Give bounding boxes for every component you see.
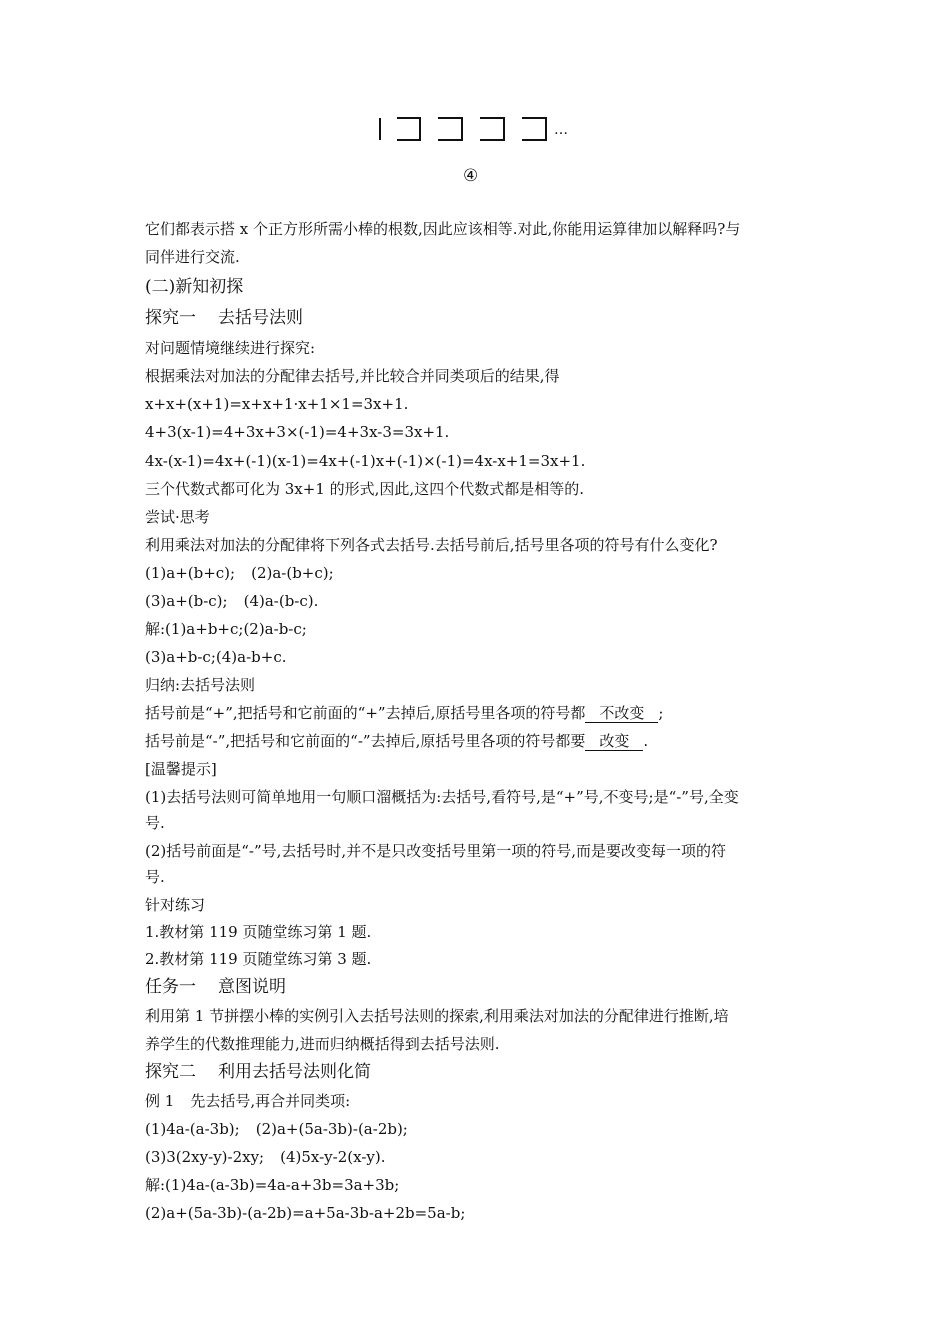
tip-1-line-2: 号. [145, 814, 165, 832]
example-solution-1: 解:(1)4a-(a-3b)=4a-a+3b=3a+3b; [145, 1176, 400, 1194]
example-1-label: 例 1 [145, 1092, 175, 1110]
rule-1 [145, 703, 663, 723]
example-problems-b [145, 1147, 385, 1167]
matchstick-square-1 [397, 118, 420, 140]
intro-line-1: 它们都表示搭 x 个正方形所需小棒的根数,因此应该相等.对此,你能用运算律加以解释吗?与 [145, 220, 741, 238]
example-1-text: 先去括号,再合并同类项: [190, 1092, 351, 1110]
task1-heading [145, 977, 286, 997]
rule-2-end: . [643, 732, 649, 750]
tip-2-line-2: 号. [145, 868, 165, 886]
example-1-intro [145, 1091, 350, 1111]
tips-heading: [温馨提示] [145, 760, 217, 778]
explore1-desc: 根据乘法对加法的分配律去括号,并比较合并同类项后的结果,得 [145, 367, 560, 385]
explore2-heading [145, 1062, 371, 1082]
task1-heading-title: 意图说明 [218, 977, 286, 997]
try-think-problems-a [145, 563, 334, 583]
matchstick-square-3 [480, 118, 504, 140]
tip-1-line-1: (1)去括号法则可简单地用一句顺口溜概括为:去括号,看符号,是“+”号,不变号;是“-”号,全变 [145, 788, 739, 806]
rule-2-text: 括号前是“-”,把括号和它前面的“-”去掉后,原括号里各项的符号都要 [145, 732, 586, 750]
try-think-heading: 尝试·思考 [145, 508, 210, 526]
practice-heading: 针对练习 [145, 896, 206, 914]
task1-line-1: 利用第 1 节拼摆小棒的实例引入去括号法则的探索,利用乘法对加法的分配律进行推断,培 [145, 1007, 729, 1025]
explore1-heading-num: 探究一 [145, 308, 196, 328]
problem-3: (3)a+(b-c); [145, 592, 228, 610]
problem-2: (2)a-(b+c); [251, 564, 334, 582]
example-problem-1: (1)4a-(a-3b); [145, 1120, 240, 1138]
try-think-solution-2: (3)a+b-c;(4)a-b+c. [145, 648, 287, 666]
explore1-conclusion: 三个代数式都可化为 3x+1 的形式,因此,这四个代数式都是相等的. [145, 480, 584, 498]
explore2-heading-title: 利用去括号法则化简 [218, 1062, 371, 1082]
explore2-heading-num: 探究二 [145, 1062, 196, 1082]
summary-heading: 归纳:去括号法则 [145, 676, 256, 694]
figure-ellipsis: … [554, 122, 568, 138]
matchstick-figure [370, 112, 590, 152]
matchstick-square-2 [438, 118, 462, 140]
rule-2-blank-answer: 改变 [585, 732, 643, 751]
equation-1: x+x+(x+1)=x+x+1·x+1×1=3x+1. [145, 395, 409, 413]
figure-label: ④ [463, 166, 479, 186]
section-heading: (二)新知初探 [145, 277, 244, 297]
try-think-problems-b [145, 591, 318, 611]
explore1-lead: 对问题情境继续进行探究: [145, 339, 316, 357]
explore1-heading-title: 去括号法则 [218, 308, 303, 328]
task1-heading-num: 任务一 [145, 977, 196, 997]
tip-2-line-1: (2)括号前面是“-”号,去括号时,并不是只改变括号里第一项的符号,而是要改变每一项的符 [145, 842, 726, 860]
example-problem-4: (4)5x-y-2(x-y). [280, 1148, 386, 1166]
example-solution-2: (2)a+(5a-3b)-(a-2b)=a+5a-3b-a+2b=5a-b; [145, 1204, 466, 1222]
problem-1: (1)a+(b+c); [145, 564, 236, 582]
rule-1-text: 括号前是“+”,把括号和它前面的“+”去掉后,原括号里各项的符号都 [145, 704, 586, 722]
practice-item-2: 2.教材第 119 页随堂练习第 3 题. [145, 950, 372, 968]
explore1-heading [145, 308, 303, 328]
example-problem-2: (2)a+(5a-3b)-(a-2b); [255, 1120, 408, 1138]
equation-3: 4x-(x-1)=4x+(-1)(x-1)=4x+(-1)x+(-1)×(-1)=4x-x+1=3x+1. [145, 452, 586, 470]
practice-item-1: 1.教材第 119 页随堂练习第 1 题. [145, 923, 372, 941]
rule-1-end: ; [658, 704, 664, 722]
example-problem-3: (3)3(2xy-y)-2xy; [145, 1148, 265, 1166]
problem-4: (4)a-(b-c). [243, 592, 319, 610]
matchstick-square-4 [522, 118, 546, 140]
equation-2: 4+3(x-1)=4+3x+3×(-1)=4+3x-3=3x+1. [145, 423, 450, 441]
try-think-question: 利用乘法对加法的分配律将下列各式去括号.去括号前后,括号里各项的符号有什么变化? [145, 536, 718, 554]
rule-1-blank-answer: 不改变 [585, 704, 658, 723]
rule-2 [145, 731, 648, 751]
try-think-solution-1: 解:(1)a+b+c;(2)a-b-c; [145, 620, 307, 638]
example-problems-a [145, 1119, 408, 1139]
task1-line-2: 养学生的代数推理能力,进而归纳概括得到去括号法则. [145, 1035, 500, 1053]
intro-line-2: 同伴进行交流. [145, 248, 240, 266]
